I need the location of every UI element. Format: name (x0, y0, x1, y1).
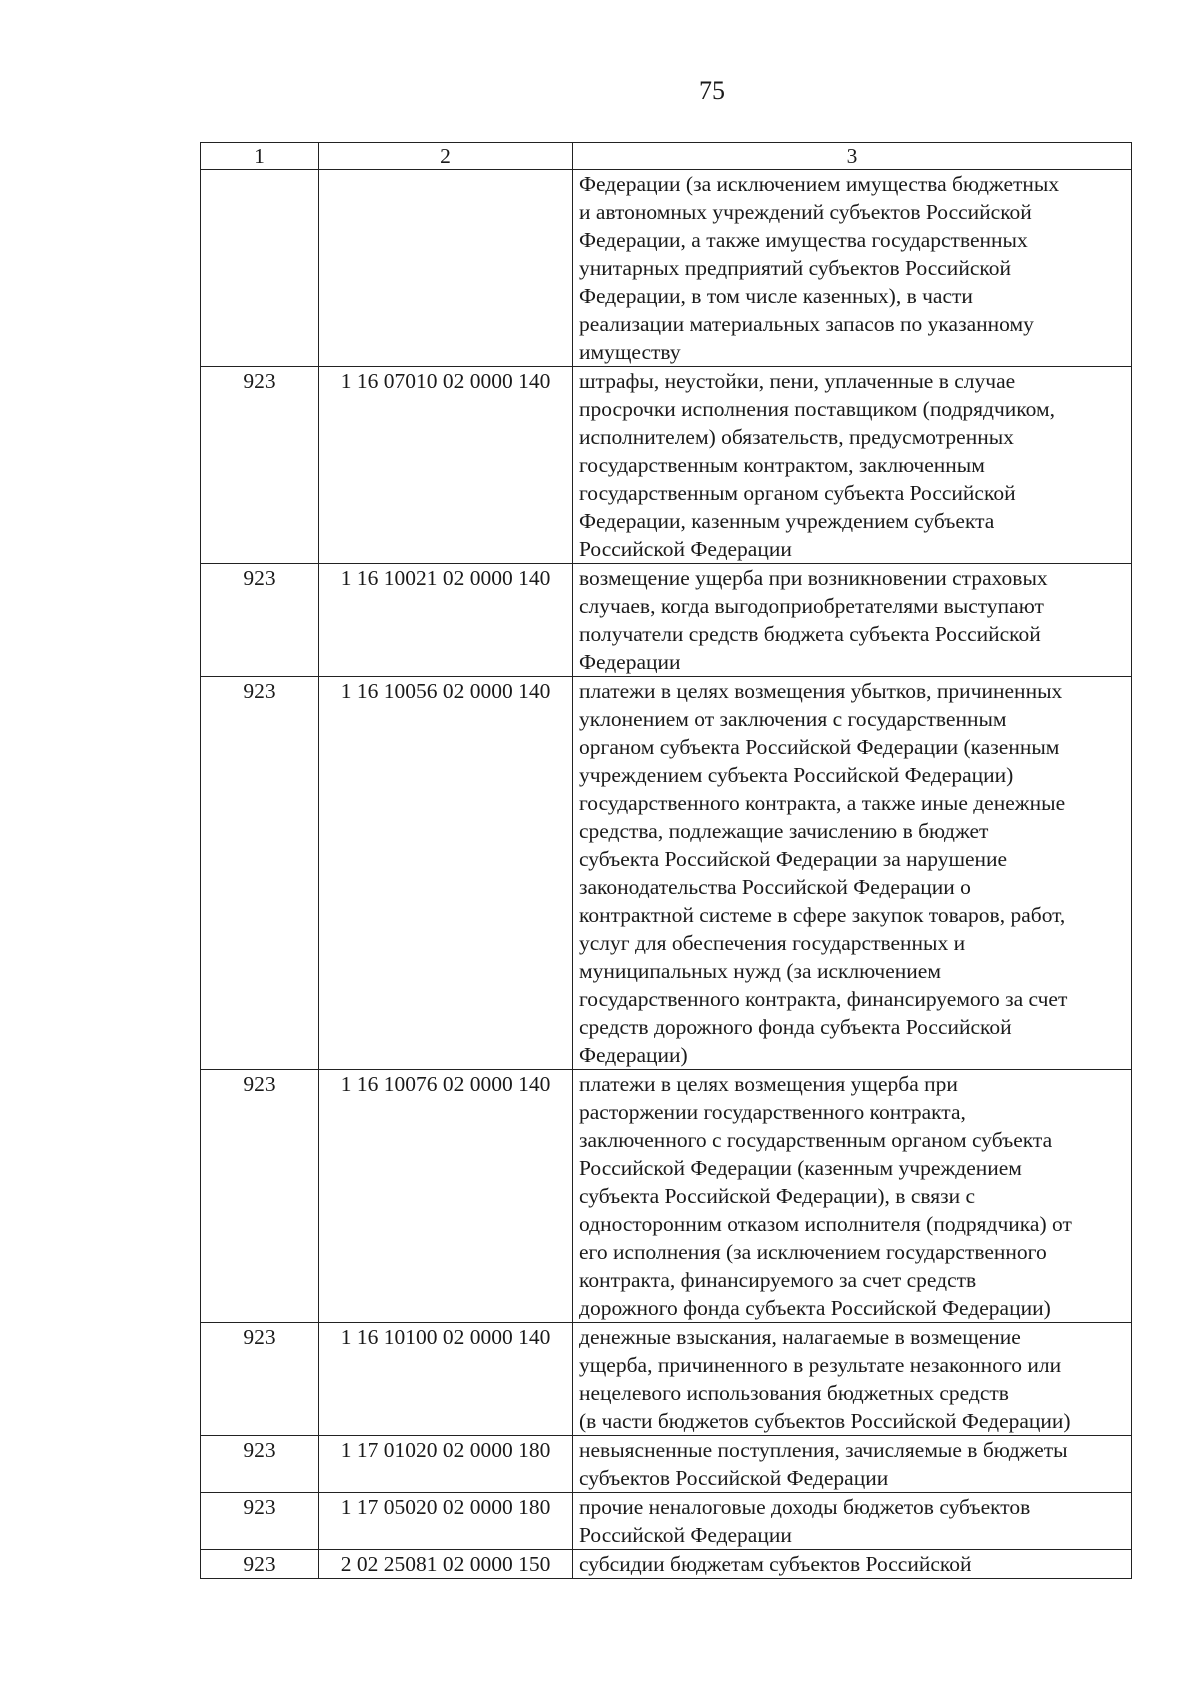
description-line: исполнителем) обязательств, предусмотренных (579, 425, 1014, 449)
description-line: субъектов Российской Федерации (579, 1466, 889, 1490)
description-line: штрафы, неустойки, пени, уплаченные в случае (579, 369, 1016, 393)
admin-code-cell: 923 (201, 677, 319, 1070)
revenue-code-cell: 1 16 10076 02 0000 140 (319, 1070, 573, 1323)
table-row (201, 170, 1132, 367)
description-line: государственным контрактом, заключенным (579, 453, 985, 477)
revenue-code-cell: 1 16 07010 02 0000 140 (319, 367, 573, 564)
table-row (201, 1493, 1132, 1550)
table-row (201, 1323, 1132, 1436)
header-col-3: 3 (573, 143, 1132, 170)
description-line: субсидии бюджетам субъектов Российской (579, 1552, 972, 1576)
description-line: контрактной системе в сфере закупок товаров, работ, (579, 903, 1066, 927)
admin-code-cell: 923 (201, 1550, 319, 1579)
description-line: средства, подлежащие зачислению в бюджет (579, 819, 989, 843)
description-cell (573, 677, 1132, 1070)
table-row (201, 677, 1132, 1070)
description-line: прочие неналоговые доходы бюджетов субъектов (579, 1495, 1031, 1519)
description-line: государственного контракта, а также иные денежные (579, 791, 1066, 815)
description-line: получатели средств бюджета субъекта Российской (579, 622, 1041, 646)
description-line: нецелевого использования бюджетных средств (579, 1381, 1009, 1405)
admin-code-cell: 923 (201, 1493, 319, 1550)
description-line: учреждением субъекта Российской Федерации) (579, 763, 1014, 787)
revenue-code-cell: 1 16 10056 02 0000 140 (319, 677, 573, 1070)
admin-code-cell: 923 (201, 1436, 319, 1493)
description-line: средств дорожного фонда субъекта Российской (579, 1015, 1012, 1039)
description-line: денежные взыскания, налагаемые в возмещение (579, 1325, 1021, 1349)
admin-code-cell (201, 170, 319, 367)
description-line: односторонним отказом исполнителя (подрядчика) от (579, 1212, 1072, 1236)
description-line: платежи в целях возмещения ущерба при (579, 1072, 958, 1096)
admin-code-cell: 923 (201, 1323, 319, 1436)
admin-code-cell: 923 (201, 564, 319, 677)
description-line: дорожного фонда субъекта Российской Федерации) (579, 1296, 1051, 1320)
revenue-code-cell (319, 170, 573, 367)
description-cell (573, 1070, 1132, 1323)
admin-code-cell: 923 (201, 1070, 319, 1323)
page-number: 75 (699, 76, 725, 105)
description-cell (573, 1493, 1132, 1550)
description-cell (573, 564, 1132, 677)
description-line: его исполнения (за исключением государственного (579, 1240, 1047, 1264)
description-line: унитарных предприятий субъектов Российской (579, 256, 1011, 280)
revenue-code-table (200, 142, 1132, 1579)
description-line: возмещение ущерба при возникновении страховых (579, 566, 1048, 590)
header-col-1: 1 (201, 143, 319, 170)
description-line: просрочки исполнения поставщиком (подрядчиком, (579, 397, 1055, 421)
table-header-row (201, 143, 1132, 170)
description-line: государственного контракта, финансируемого за счет (579, 987, 1068, 1011)
table-row (201, 367, 1132, 564)
description-line: (в части бюджетов субъектов Российской Федерации) (579, 1409, 1071, 1433)
description-line: невыясненные поступления, зачисляемые в бюджеты (579, 1438, 1068, 1462)
header-col-2: 2 (319, 143, 573, 170)
revenue-code-cell: 1 17 01020 02 0000 180 (319, 1436, 573, 1493)
description-line: реализации материальных запасов по указанному (579, 312, 1034, 336)
description-line: ущерба, причиненного в результате незаконного или (579, 1353, 1062, 1377)
description-line: расторжении государственного контракта, (579, 1100, 966, 1124)
description-line: органом субъекта Российской Федерации (казенным (579, 735, 1060, 759)
description-cell (573, 170, 1132, 367)
description-line: Федерации (579, 650, 681, 674)
description-line: заключенного с государственным органом субъекта (579, 1128, 1053, 1152)
description-line: Российской Федерации (579, 537, 792, 561)
description-line: и автономных учреждений субъектов Российской (579, 200, 1032, 224)
revenue-code-cell: 1 16 10100 02 0000 140 (319, 1323, 573, 1436)
revenue-code-cell: 2 02 25081 02 0000 150 (319, 1550, 573, 1579)
admin-code-cell: 923 (201, 367, 319, 564)
description-line: платежи в целях возмещения убытков, причиненных (579, 679, 1063, 703)
description-line: Федерации (за исключением имущества бюджетных (579, 172, 1060, 196)
description-cell (573, 367, 1132, 564)
table-row (201, 1436, 1132, 1493)
description-line: случаев, когда выгодоприобретателями выступают (579, 594, 1044, 618)
revenue-code-cell: 1 17 05020 02 0000 180 (319, 1493, 573, 1550)
description-line: Федерации, в том числе казенных), в части (579, 284, 973, 308)
description-cell (573, 1323, 1132, 1436)
description-cell (573, 1436, 1132, 1493)
description-cell (573, 1550, 1132, 1579)
description-line: государственным органом субъекта Российской (579, 481, 1016, 505)
description-line: Федерации, казенным учреждением субъекта (579, 509, 995, 533)
description-line: контракта, финансируемого за счет средств (579, 1268, 977, 1292)
description-line: услуг для обеспечения государственных и (579, 931, 966, 955)
description-line: уклонением от заключения с государственным (579, 707, 1007, 731)
table-row (201, 1070, 1132, 1323)
revenue-code-cell: 1 16 10021 02 0000 140 (319, 564, 573, 677)
description-line: Федерации) (579, 1043, 688, 1067)
description-line: имуществу (579, 340, 681, 364)
description-line: субъекта Российской Федерации за нарушение (579, 847, 1008, 871)
description-line: Российской Федерации (казенным учреждением (579, 1156, 1022, 1180)
table-row (201, 1550, 1132, 1579)
description-line: Российской Федерации (579, 1523, 792, 1547)
description-line: законодательства Российской Федерации о (579, 875, 971, 899)
description-line: субъекта Российской Федерации), в связи с (579, 1184, 976, 1208)
table-row (201, 564, 1132, 677)
table-body (201, 170, 1132, 1579)
description-line: муниципальных нужд (за исключением (579, 959, 941, 983)
description-line: Федерации, а также имущества государственных (579, 228, 1028, 252)
